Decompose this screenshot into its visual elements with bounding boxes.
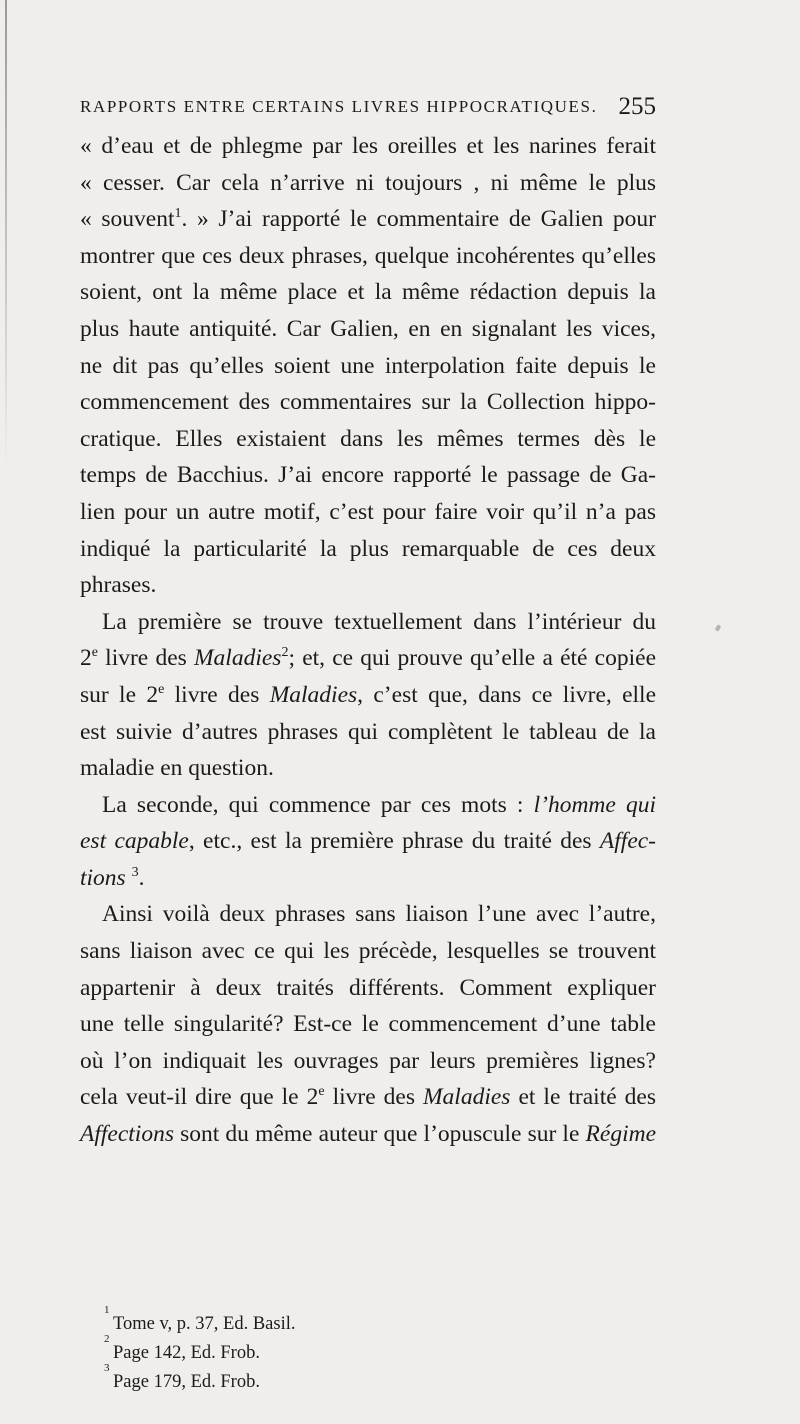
text-line: tions $^3$. bbox=[80, 864, 145, 891]
text-line: « cesser. Car cela n’arrive ni toujours , ni même le plus bbox=[80, 169, 656, 196]
text-line: appartenir à deux traités différents. Comment expliquer bbox=[80, 974, 656, 1001]
footnote-ref: 2 bbox=[281, 645, 289, 661]
running-head-title: RAPPORTS ENTRE CERTAINS LIVRES HIPPOCRATIQUES. bbox=[80, 97, 598, 116]
footnote-ref: 1 bbox=[174, 206, 182, 222]
text-line: sans liaison avec ce qui les précède, lesquelles se trouvent bbox=[80, 938, 656, 965]
text-line: Affections sont du même auteur que l’opuscule sur le Régime bbox=[80, 1121, 656, 1148]
text-line: sur le 2e livre des Maladies, c’est que, dans ce livre, elle bbox=[80, 681, 656, 708]
footnote: 1 Tome v, p. 37, Ed. Basil. bbox=[104, 1304, 296, 1334]
text-line: où l’on indiquait les ouvrages par leurs premières lignes? bbox=[80, 1047, 656, 1074]
page-number: 255 bbox=[618, 93, 656, 120]
text-line: phrases. bbox=[80, 572, 157, 599]
text-line: La première se trouve textuellement dans l’intérieur du bbox=[102, 608, 656, 635]
text-line: cratique. Elles existaient dans les mêmes termes dès le bbox=[80, 425, 656, 452]
text-line: La seconde, qui commence par ces mots : l’homme qui bbox=[102, 791, 656, 818]
text-line: 2e livre des Maladies$^2$; et, ce qui prouve qu’elle a été copiée bbox=[80, 645, 656, 672]
text-line: « souvent$^1$. » J’ai rapporté le commentaire de Galien pour bbox=[80, 206, 656, 233]
text-line: maladie en question. bbox=[80, 755, 274, 782]
text-line: indiqué la particularité la plus remarquable de ces deux bbox=[80, 535, 656, 562]
text-line: soient, ont la même place et la même rédaction depuis la bbox=[80, 279, 656, 306]
page-gutter-shadow bbox=[5, 0, 7, 470]
text-line: est capable, etc., est la première phrase du traité des Affec- bbox=[80, 828, 657, 855]
text-line: ne dit pas qu’elles soient une interpolation faite depuis le bbox=[80, 352, 656, 379]
text-line: Ainsi voilà deux phrases sans liaison l’une avec l’autre, bbox=[102, 901, 656, 928]
body-text bbox=[80, 128, 656, 1153]
text-line: cela veut-il dire que le 2e livre des Maladies et le traité des bbox=[80, 1084, 656, 1111]
text-line: « d’eau et de phlegme par les oreilles et les narines ferait bbox=[80, 133, 656, 159]
text-line: commencement des commentaires sur la Collection hippo- bbox=[80, 389, 656, 416]
text-line: temps de Bacchius. J’ai encore rapporté le passage de Ga- bbox=[80, 462, 656, 489]
text-line: une telle singularité? Est-ce le commencement d’une table bbox=[80, 1011, 656, 1038]
footnote-ref: 3 bbox=[131, 864, 139, 880]
footnote: 2 Page 142, Ed. Frob. bbox=[104, 1333, 260, 1363]
text-line: lien pour un autre motif, c’est pour faire voir qu’il n’a pas bbox=[80, 498, 656, 525]
text-line: plus haute antiquité. Car Galien, en en signalant les vices, bbox=[80, 315, 656, 342]
text-line: montrer que ces deux phrases, quelque incohérentes qu’elles bbox=[80, 242, 656, 269]
footnotes bbox=[80, 1304, 656, 1397]
text-line: est suivie d’autres phrases qui complètent le tableau de la bbox=[80, 718, 656, 745]
running-head bbox=[80, 90, 656, 124]
footnote: 3 Page 179, Ed. Frob. bbox=[104, 1362, 260, 1392]
paper-speck bbox=[715, 624, 721, 631]
